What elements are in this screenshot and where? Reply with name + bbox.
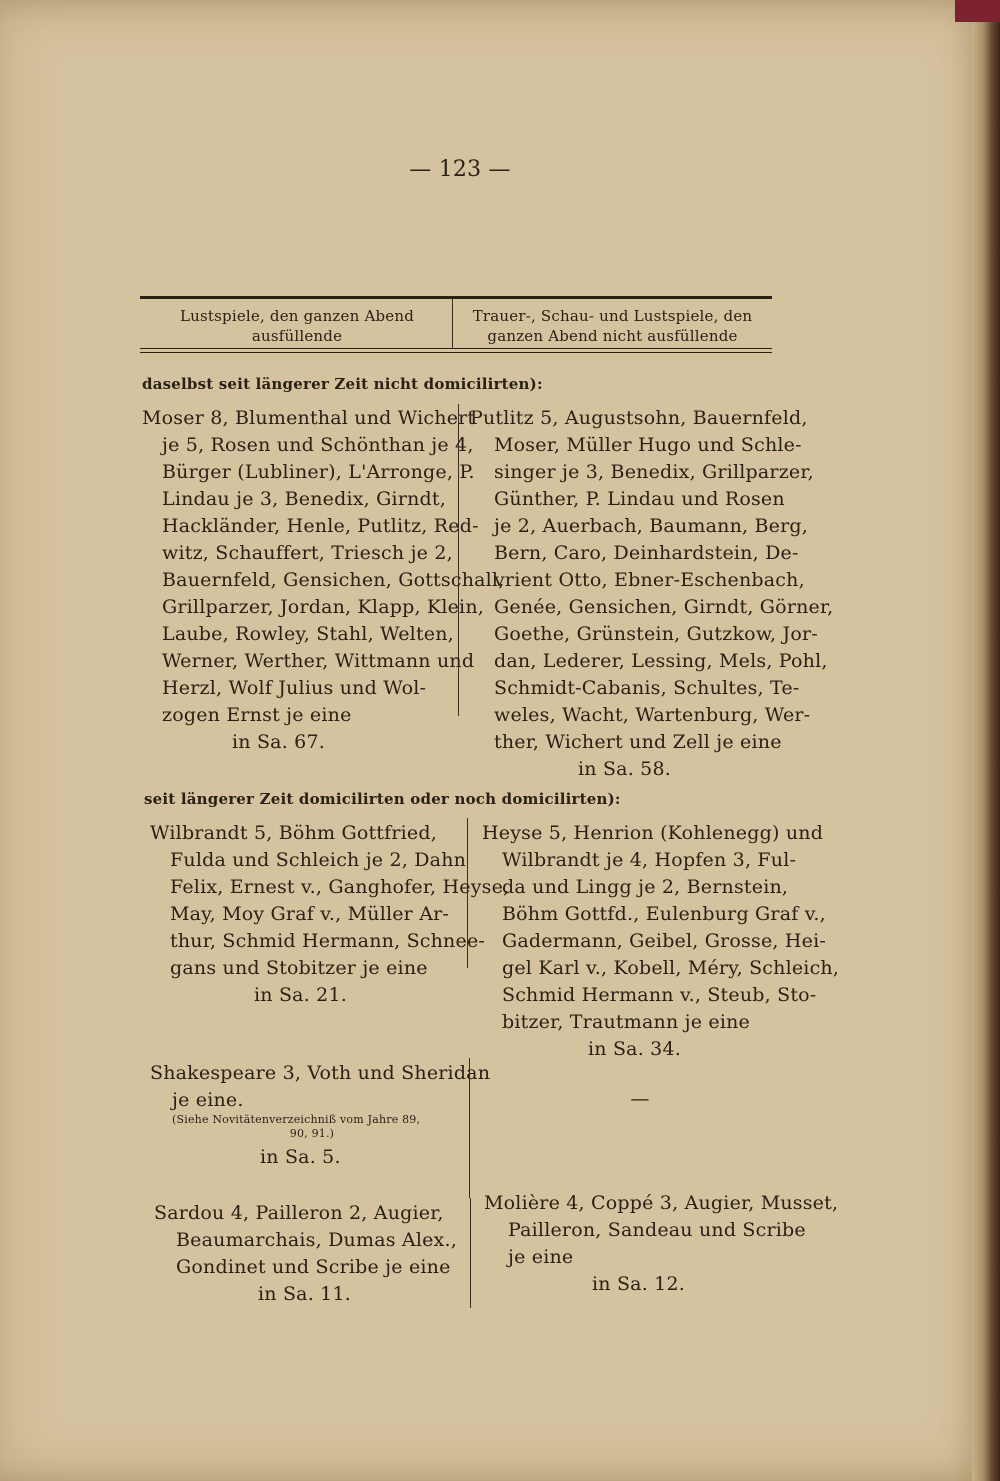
- text-line: Wilbrandt 5, Böhm Gottfried,: [150, 822, 437, 844]
- text-line: Gondinet und Scribe je eine: [176, 1256, 451, 1278]
- text-line: Heyse 5, Henrion (Kohlenegg) und: [482, 822, 824, 844]
- text-line: Bürger (Lubliner), L'Arronge, P.: [162, 461, 475, 483]
- header-bottom-rule: [140, 348, 772, 349]
- text-line: je eine.: [172, 1089, 244, 1111]
- text-line: Felix, Ernest v., Ganghofer, Heyse,: [170, 876, 510, 898]
- text-line: gel Karl v., Kobell, Méry, Schleich,: [502, 957, 840, 979]
- header-right-line2: ganzen Abend nicht ausfüllende: [487, 327, 738, 345]
- total-line: in Sa. 12.: [592, 1273, 685, 1295]
- text-line: May, Moy Graf v., Müller Ar-: [170, 903, 450, 925]
- header-left-line1: Lustspiele, den ganzen Abend: [179, 307, 415, 325]
- header-right-line1: Trauer-, Schau- und Lustspiele, den: [472, 307, 753, 325]
- section4-divider: [470, 1198, 471, 1308]
- text-line: Fulda und Schleich je 2, Dahn: [170, 849, 467, 871]
- text-line: Bern, Caro, Deinhardstein, De-: [494, 542, 799, 564]
- text-line: gans und Stobitzer je eine: [170, 957, 428, 979]
- text-line: Gadermann, Geibel, Grosse, Hei-: [502, 930, 826, 952]
- header-bottom-rule-2: [140, 352, 772, 353]
- text-line: Shakespeare 3, Voth und Sheridan: [150, 1062, 491, 1084]
- text-line: Goethe, Grünstein, Gutzkow, Jor-: [494, 623, 818, 645]
- text-line: Moser 8, Blumenthal und Wichert: [142, 407, 476, 429]
- text-line: bitzer, Trautmann je eine: [502, 1011, 750, 1033]
- text-line: Schmidt-Cabanis, Schultes, Te-: [494, 677, 800, 699]
- note-line: (Siehe Novitätenverzeichniß vom Jahre 89,: [172, 1113, 421, 1126]
- text-line: weles, Wacht, Wartenburg, Wer-: [494, 704, 811, 726]
- total-line: in Sa. 58.: [578, 758, 671, 780]
- text-line: Grillparzer, Jordan, Klapp, Klein,: [162, 596, 485, 618]
- text-line: Sardou 4, Pailleron 2, Augier,: [154, 1202, 444, 1224]
- header-top-rule: [140, 296, 772, 299]
- text-line: Molière 4, Coppé 3, Augier, Musset,: [484, 1192, 839, 1214]
- note-line: 90, 91.): [289, 1127, 335, 1140]
- text-line: Herzl, Wolf Julius und Wol-: [162, 677, 427, 699]
- text-line: Laube, Rowley, Stahl, Welten,: [162, 623, 454, 645]
- text-line: zogen Ernst je eine: [162, 704, 352, 726]
- text-line: Putlitz 5, Augustsohn, Bauernfeld,: [470, 407, 808, 429]
- total-line: in Sa. 21.: [254, 984, 347, 1006]
- text-line: je 5, Rosen und Schönthan je 4,: [162, 434, 474, 456]
- text-line: ther, Wichert und Zell je eine: [494, 731, 782, 753]
- total-line: in Sa. 34.: [588, 1038, 681, 1060]
- text-line: Beaumarchais, Dumas Alex.,: [176, 1229, 457, 1251]
- text-line: vrient Otto, Ebner-Eschenbach,: [494, 569, 805, 591]
- total-line: in Sa. 11.: [258, 1283, 351, 1305]
- text-line: je 2, Auerbach, Baumann, Berg,: [494, 515, 808, 537]
- text-line: singer je 3, Benedix, Grillparzer,: [494, 461, 814, 483]
- total-line: in Sa. 5.: [260, 1146, 341, 1168]
- text-line: Werner, Werther, Wittmann und: [162, 650, 475, 672]
- text-line: witz, Schauffert, Triesch je 2,: [162, 542, 453, 564]
- text-line: Moser, Müller Hugo und Schle-: [494, 434, 802, 456]
- text-line: je eine: [508, 1246, 574, 1268]
- text-line: Hackländer, Henle, Putlitz, Red-: [162, 515, 479, 537]
- page-edge: [972, 0, 1000, 1481]
- header-left-line2: ausfüllende: [251, 327, 343, 345]
- text-line: Bauernfeld, Gensichen, Gottschall,: [162, 569, 505, 591]
- text-line: thur, Schmid Hermann, Schnee-: [170, 930, 486, 952]
- total-line: in Sa. 67.: [232, 731, 325, 753]
- header-divider: [452, 299, 453, 348]
- text-line: Günther, P. Lindau und Rosen: [494, 488, 785, 510]
- text-line: Genée, Gensichen, Girndt, Görner,: [494, 596, 834, 618]
- section3-right-dash: —: [630, 1088, 650, 1110]
- section1-heading: daselbst seit längerer Zeit nicht domicilirten):: [142, 375, 543, 393]
- text-line: Wilbrandt je 4, Hopfen 3, Ful-: [502, 849, 797, 871]
- text-line: Pailleron, Sandeau und Scribe: [508, 1219, 806, 1241]
- page-number: — 123 —: [409, 157, 511, 182]
- text-line: Lindau je 3, Benedix, Girndt,: [162, 488, 446, 510]
- text-line: da und Lingg je 2, Bernstein,: [502, 876, 789, 898]
- text-line: Böhm Gottfd., Eulenburg Graf v.,: [502, 903, 826, 925]
- section2-heading: seit längerer Zeit domicilirten oder noch domicilirten):: [144, 790, 621, 808]
- book-binding: [955, 0, 1000, 22]
- text-line: Schmid Hermann v., Steub, Sto-: [502, 984, 817, 1006]
- text-line: dan, Lederer, Lessing, Mels, Pohl,: [494, 650, 828, 672]
